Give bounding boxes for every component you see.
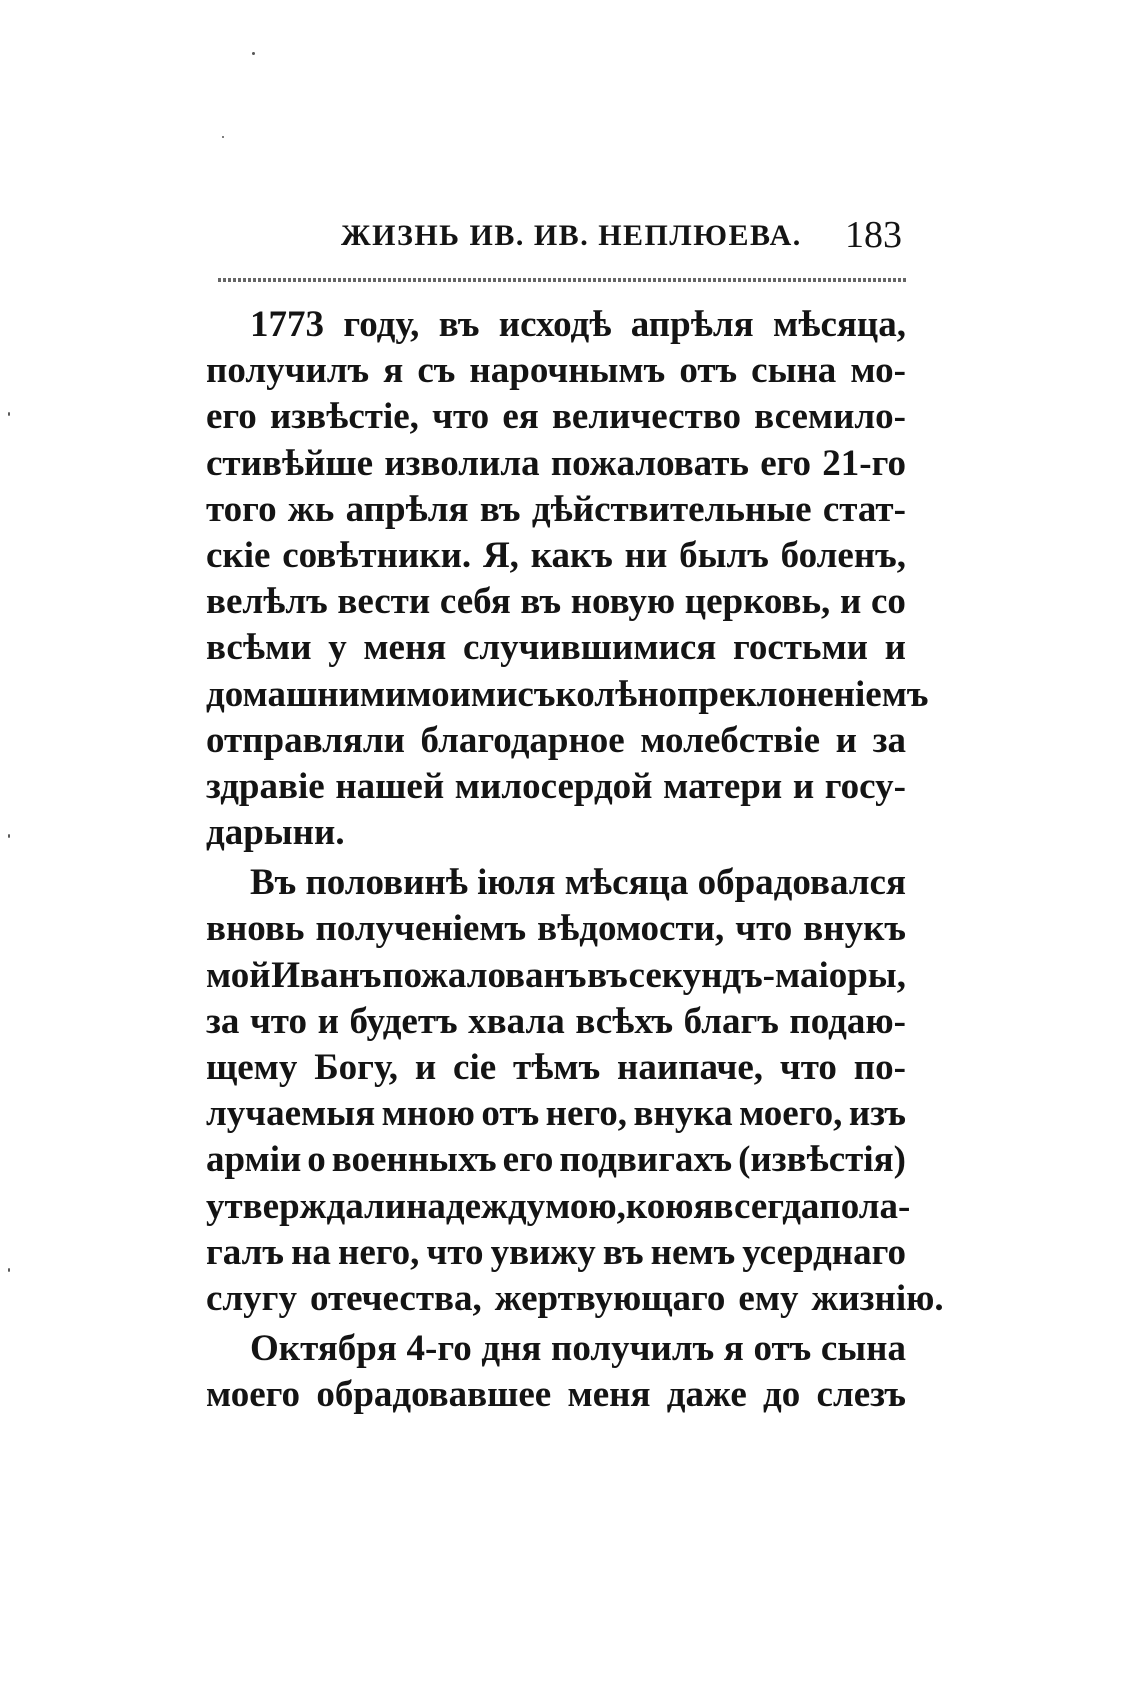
text-line: здравіе нашей милосердой матери и госу-	[206, 765, 906, 807]
text-line: домашними моими съ колѣнопреклоненіемъ	[206, 673, 929, 715]
text-line: того жь апрѣля въ дѣйствительные стат-	[206, 488, 906, 530]
paragraph	[206, 1326, 906, 1418]
text-line: за что и будетъ хвала всѣхъ благъ подаю-	[206, 1000, 906, 1042]
text-line: всѣми у меня случившимися гостьми и	[206, 627, 906, 669]
body-text	[206, 302, 944, 1419]
text-line: утверждали надежду мою, кою я всегда пола-	[206, 1185, 911, 1227]
text-line: вновь полученіемъ вѣдомости, что внукъ	[206, 908, 906, 950]
text-line: Въ половинѣ іюля мѣсяца обрадовался	[250, 862, 906, 904]
text-line: скіе совѣтники. Я, какъ ни былъ боленъ,	[206, 534, 906, 576]
header-rule	[218, 278, 908, 282]
text-line: галъ на него, что увижу въ немъ усерднаго	[206, 1231, 906, 1273]
paragraph	[206, 860, 944, 1322]
page-number: 183	[845, 214, 902, 256]
running-title: ЖИЗНЬ ИВ. ИВ. НЕПЛЮЕВА.	[341, 219, 802, 252]
print-speck	[8, 1268, 10, 1272]
print-speck	[222, 136, 224, 138]
text-line: щему Богу, и сіе тѣмъ наипаче, что по-	[206, 1047, 906, 1088]
print-speck	[252, 52, 255, 55]
text-line: 1773 году, въ исходѣ апрѣля мѣсяца,	[250, 304, 906, 345]
text-line: мой Иванъ пожалованъ въ секундъ-маіоры,	[206, 954, 906, 996]
print-speck	[8, 412, 10, 416]
running-head	[206, 205, 906, 265]
text-line: моего обрадовавшее меня даже до слезъ	[206, 1374, 906, 1416]
text-line: велѣлъ вести себя въ новую церковь, и со	[206, 581, 906, 623]
paragraph	[206, 302, 929, 856]
text-line: арміи о военныхъ его подвигахъ (извѣстія)	[206, 1139, 906, 1181]
print-speck	[8, 834, 10, 838]
text-line: лучаемыя мною отъ него, внука моего, изъ	[206, 1093, 906, 1135]
text-line: получилъ я съ нарочнымъ отъ сына мо-	[206, 350, 906, 392]
text-line: его извѣстіе, что ея величество всемило-	[206, 396, 906, 438]
text-line: слугу отечества, жертвующаго ему жизнію.	[206, 1277, 944, 1319]
text-line: отправляли благодарное молебствіе и за	[206, 719, 906, 761]
text-line: дарыни.	[206, 812, 345, 854]
text-line: Октября 4-го дня получилъ я отъ сына	[250, 1328, 906, 1370]
text-line: стивѣйше изволила пожаловать его 21-го	[206, 442, 906, 484]
